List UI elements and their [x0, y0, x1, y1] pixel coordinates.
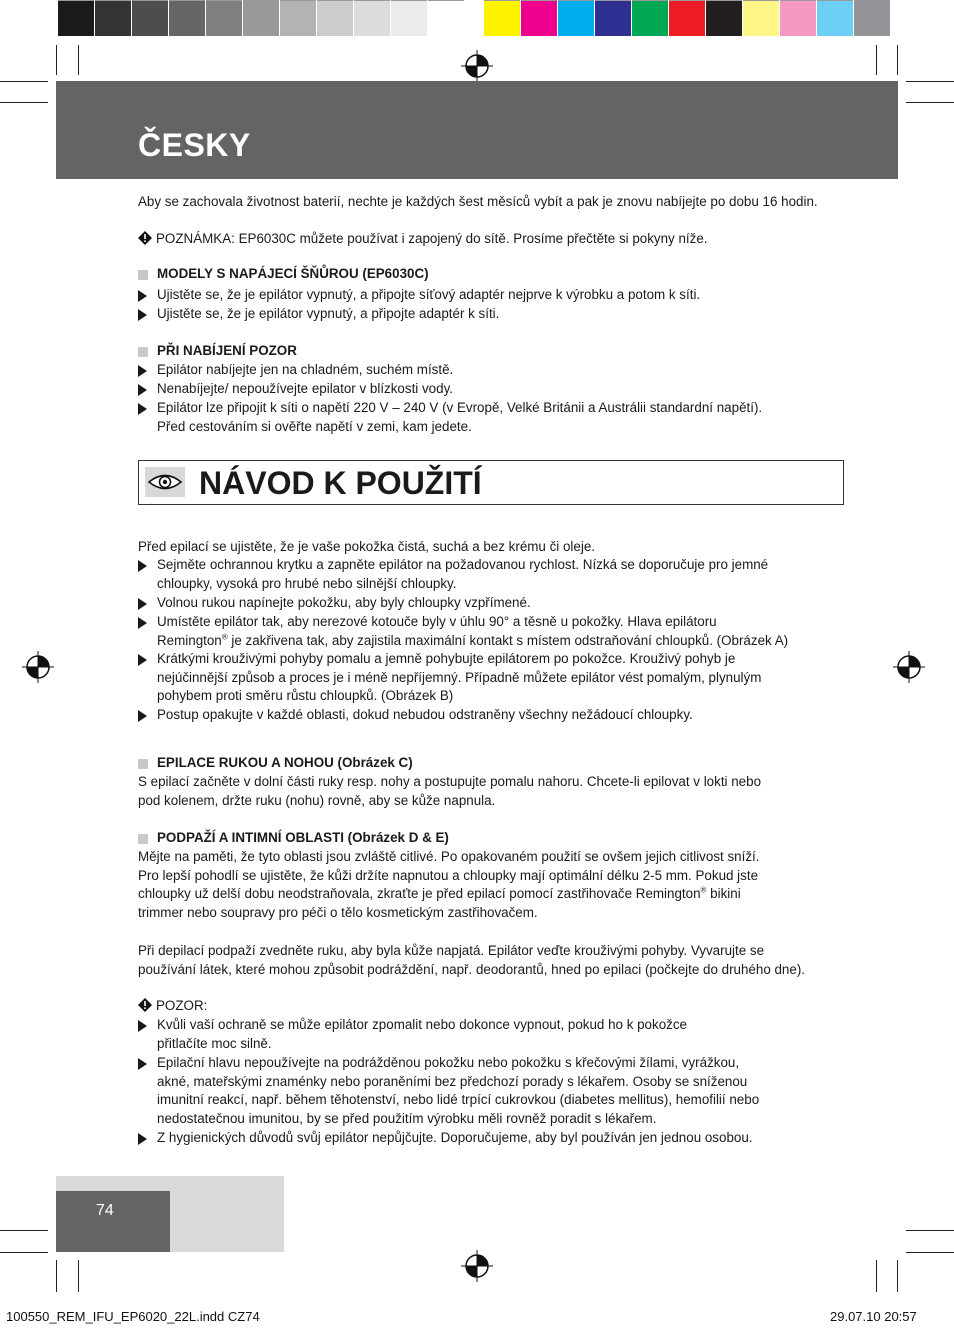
section-marker [138, 347, 148, 357]
bullet-text: Nenabíjejte/ nepoužívejte epilator v blízkosti vody. [157, 381, 453, 396]
bullet-item [138, 706, 848, 725]
bullet-text: imunitní reakcí, např. během těhotenství, nebo lidé trpící cukrovkou (diabetes mellitus), hemofilií nebo [157, 1092, 760, 1108]
color-swatch [169, 0, 205, 36]
bullet-text: přitlačíte moc silně. [157, 1035, 272, 1051]
section-heading-underarm [138, 829, 449, 847]
warning-icon [138, 231, 152, 245]
section-heading-charging [138, 342, 297, 360]
color-swatch [817, 0, 853, 36]
crop-mark [897, 1260, 898, 1292]
bullet-item [138, 1129, 848, 1148]
bullet-arrow-icon [138, 1058, 147, 1070]
page-title: ČESKY [138, 127, 251, 163]
process-color-bar [484, 0, 891, 38]
bullet-arrow-icon [138, 598, 147, 610]
bullet-item [138, 1054, 848, 1128]
bullet-arrow-icon [138, 1020, 147, 1032]
bullet-item [138, 361, 848, 380]
bullet-arrow-icon [138, 560, 147, 572]
crop-mark [78, 1260, 79, 1292]
usage-title-box [138, 460, 844, 505]
heading-text: EPILACE RUKOU A NOHOU (Obrázek C) [157, 755, 413, 770]
bullet-text: je zakřivena tak, aby zajistila maximální kontakt s místem odstraňování chloupků. (Obrázek A) [227, 632, 789, 648]
bullet-text: nejúčinnější způsob a proces je i méně nepříjemný. Případně můžete epilátor vést pomalým, plynulým [157, 669, 762, 685]
crop-mark [78, 45, 79, 75]
note-paragraph [138, 230, 846, 249]
color-swatch [854, 0, 890, 36]
paragraph-line: chloupky už delší dobu neodstraňovala, zkraťte je před epilací pomocí zastřihovače Remington [138, 886, 701, 902]
footer-file: 100550_REM_IFU_EP6020_22L.indd CZ74 [6, 1309, 260, 1324]
color-swatch [558, 0, 594, 36]
registration-mark-icon [461, 1250, 493, 1282]
crop-mark [897, 45, 898, 75]
paragraph-line: Při depilací podpaží zvedněte ruku, aby byla kůže napjatá. Epilátor veďte krouživými pohyby. Vyvarujte se [138, 943, 765, 958]
bullet-arrow-icon [138, 403, 147, 415]
bullet-item [138, 650, 848, 706]
bullet-item [138, 613, 848, 650]
bullet-text: Ujistěte se, že je epilátor vypnutý, a připojte adaptér k síti. [157, 306, 500, 321]
bullet-text: Umístěte epilátor tak, aby nerezové kotouče byly v úhlu 90° a těsně u pokožky. Hlava epilátoru [157, 614, 717, 629]
eye-icon-frame [145, 467, 185, 497]
crop-mark [0, 81, 48, 82]
bullet-text: Ujistěte se, že je epilátor vypnutý, a připojte síťový adaptér nejprve k výrobku a potom k síti. [157, 287, 701, 302]
underarm-paragraph-2 [138, 942, 846, 979]
bullet-arrow-icon [138, 654, 147, 666]
crop-mark [0, 1252, 48, 1253]
crop-mark [56, 1260, 57, 1292]
paragraph-line: pod kolenem, držte ruku (nohu) rovně, aby se kůže napnula. [138, 792, 496, 808]
eye-icon [145, 467, 185, 497]
crop-mark [0, 1230, 48, 1231]
header-band [56, 81, 898, 179]
paragraph-line: Mějte na paměti, že tyto oblasti jsou zvláště citlivé. Po opakovaném použití se ovšem jejich citlivost sníží. [138, 849, 760, 864]
bullet-text: chloupky, vysoká pro hrubé nebo silnější chloupky. [157, 575, 457, 591]
color-swatch [706, 0, 742, 36]
page-number-box [56, 1191, 170, 1252]
heading-text: PŘI NABÍJENÍ POZOR [157, 343, 297, 358]
paragraph-line: používání látek, které mohou způsobit podráždění, např. deodorantů, hned po epilaci (počkejte do druhého dne). [138, 961, 806, 977]
color-swatch [58, 0, 94, 36]
warning-icon [138, 998, 152, 1012]
bullet-text: Sejměte ochrannou krytku a zapněte epilátor na požadovanou rychlost. Nízká se doporučuje pro jemné [157, 557, 769, 572]
bullet-arrow-icon [138, 365, 147, 377]
registered-mark: ® [221, 632, 228, 642]
color-swatch [354, 0, 390, 36]
usage-title: NÁVOD K POUŽITÍ [199, 465, 482, 501]
bullet-item [138, 1016, 848, 1053]
color-swatch [428, 0, 464, 36]
caution-text: POZOR: [156, 998, 208, 1013]
crop-mark [906, 81, 954, 82]
bullet-item [138, 305, 848, 324]
bullet-text: Postup opakujte v každé oblasti, dokud nebudou odstraněny všechny nežádoucí chloupky. [157, 707, 693, 722]
color-swatch [243, 0, 279, 36]
crop-mark [0, 102, 48, 103]
bullet-arrow-icon [138, 290, 147, 302]
crop-mark [906, 1230, 954, 1231]
usage-intro: Před epilací se ujistěte, že je vaše pokožka čistá, suchá a bez krému či oleje. [138, 539, 596, 554]
paragraph-line: Pro lepší pohodlí se ujistěte, že kůži držíte napnutou a chloupky mají optimální délku 2-5 mm. Pokud jste [138, 867, 759, 883]
paragraph-line: trimmer nebo soupravy pro péči o tělo kosmetickým zastřihovačem. [138, 904, 538, 920]
bullet-text: Remington [157, 632, 222, 648]
bullet-arrow-icon [138, 309, 147, 321]
color-swatch [391, 0, 427, 36]
section-marker [138, 759, 148, 769]
bullet-item [138, 556, 848, 593]
color-swatch [743, 0, 779, 36]
bullet-arrow-icon [138, 1133, 147, 1145]
section-heading-arms [138, 754, 413, 772]
bullet-item [138, 286, 848, 305]
bullet-text: akné, mateřskými znaménky nebo poraněními bez předchozí porady s lékařem. Osoby se sníženou [157, 1073, 748, 1089]
color-swatch [521, 0, 557, 36]
color-swatch [669, 0, 705, 36]
color-swatch [280, 0, 316, 36]
note-text: POZNÁMKA: EP6030C můžete používat i zapojený do sítě. Prosíme přečtěte si pokyny níže. [156, 231, 708, 246]
bullet-text: Epilátor lze připojit k síti o napětí 220 V – 240 V (v Evropě, Velké Británii a Austrálii standardní napětí). [157, 400, 763, 415]
arms-paragraph [138, 773, 846, 810]
crop-mark [56, 45, 57, 75]
gray-color-bar [58, 0, 465, 38]
bullet-text: Kvůli vaší ochraně se může epilátor zpomalit nebo dokonce vypnout, pokud ho k pokožce [157, 1017, 687, 1032]
section-marker [138, 834, 148, 844]
paragraph-line: S epilací začněte v dolní části ruky resp. nohy a postupujte pomalu nahoru. Chcete-li epilovat v lokti nebo [138, 774, 762, 789]
bullet-text: Krátkými krouživými pohyby pomalu a jemně pohybujte epilátorem po pokožce. Krouživý pohyb je [157, 651, 736, 666]
color-swatch [95, 0, 131, 36]
color-swatch [780, 0, 816, 36]
battery-paragraph: Aby se zachovala životnost baterií, nechte je každých šest měsíců vybít a pak je znovu nabíjejte po dobu 16 hodin. [138, 194, 818, 209]
bullet-arrow-icon [138, 710, 147, 722]
bullet-item [138, 594, 848, 613]
footer-date: 29.07.10 20:57 [830, 1309, 917, 1324]
bullet-text: Epilační hlavu nepoužívejte na podrážděnou pokožku nebo pokožku s křečovými žílami, vyrážkou, [157, 1055, 740, 1070]
heading-text: MODELY S NAPÁJECÍ ŠŇŮROU (EP6030C) [157, 266, 429, 281]
bullet-text: Volnou rukou napínejte pokožku, aby byly chloupky vzpřímené. [157, 595, 531, 610]
color-swatch [206, 0, 242, 36]
crop-mark [906, 1252, 954, 1253]
registration-mark-icon [461, 50, 493, 82]
bullet-arrow-icon [138, 384, 147, 396]
bullet-item [138, 399, 848, 436]
color-swatch [132, 0, 168, 36]
page-number: 74 [96, 1202, 114, 1219]
heading-text: PODPAŽÍ A INTIMNÍ OBLASTI (Obrázek D & E) [157, 830, 449, 845]
bullet-text: Z hygienických důvodů svůj epilátor nepůjčujte. Doporučujeme, aby byl používán jen jednou osobou. [157, 1130, 753, 1145]
bullet-text: Před cestováním si ověřte napětí v zemi, kam jedete. [157, 418, 472, 434]
bullet-text: Epilátor nabíjejte jen na chladném, suchém místě. [157, 362, 454, 377]
section-marker [138, 270, 148, 280]
color-swatch [484, 0, 520, 36]
registration-mark-icon [22, 651, 54, 683]
section-heading-cord [138, 265, 429, 283]
paragraph-line: bikini [706, 886, 741, 902]
registered-mark: ® [700, 885, 707, 895]
caution-label [138, 997, 846, 1016]
crop-mark [876, 1260, 877, 1292]
underarm-paragraph [138, 848, 846, 922]
color-swatch [632, 0, 668, 36]
bullet-text: nedostatečnou imunitou, by se před použitím výrobku měli rovněž poradit s lékařem. [157, 1110, 657, 1126]
bullet-arrow-icon [138, 617, 147, 629]
crop-mark [876, 45, 877, 75]
color-swatch [317, 0, 353, 36]
registration-mark-icon [893, 651, 925, 683]
color-swatch [595, 0, 631, 36]
bullet-text: pohybem proti směru růstu chloupků. (Obrázek B) [157, 688, 454, 704]
bullet-item [138, 380, 848, 399]
crop-mark [906, 102, 954, 103]
